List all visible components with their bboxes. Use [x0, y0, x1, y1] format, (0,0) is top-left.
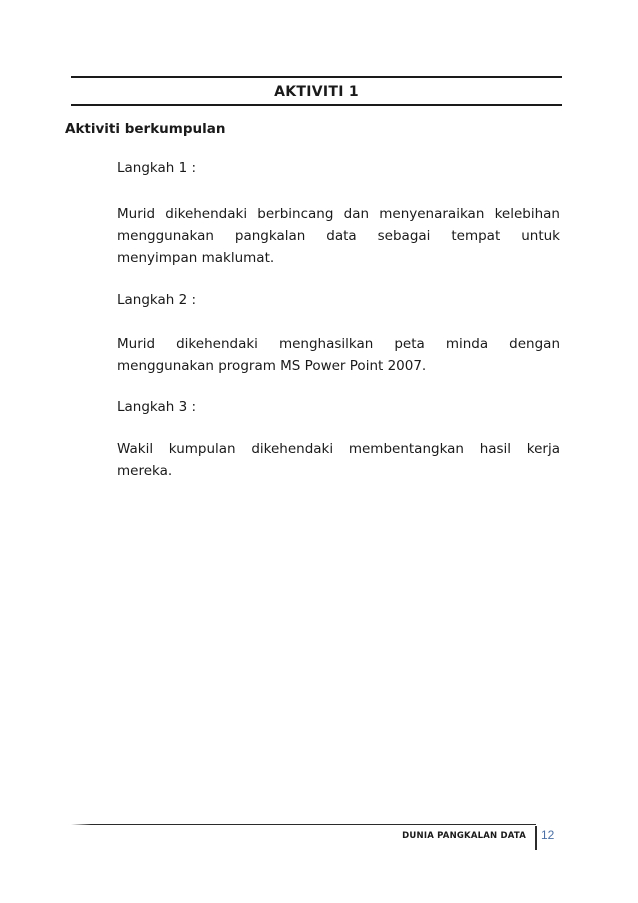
footer-title: DUNIA PANGKALAN DATA [402, 831, 526, 841]
step-2-text: Murid dikehendaki menghasilkan peta minda dengan menggunakan program MS Power Point 2007. [117, 336, 560, 374]
footer-rule-fade [71, 824, 91, 826]
step-2-text-block [117, 333, 560, 377]
step-2-label: Langkah 2 : [117, 292, 197, 308]
section-heading: Aktiviti berkumpulan [65, 121, 226, 137]
footer-rule [71, 824, 536, 825]
step-1-text: Murid dikehendaki berbincang dan menyenaraikan kelebihan menggunakan pangkalan data sebagai tempat untuk menyimpan maklumat. [117, 206, 560, 266]
step-1-text-block [117, 203, 560, 269]
step-1-label: Langkah 1 : [117, 160, 197, 176]
step-3-label: Langkah 3 : [117, 399, 197, 415]
footer-divider [535, 826, 537, 850]
step-3-text: Wakil kumpulan dikehendaki membentangkan hasil kerja mereka. [117, 441, 560, 479]
page-number: 12 [541, 828, 555, 842]
title-bottom-rule [71, 104, 562, 106]
page-title: AKTIVITI 1 [274, 84, 359, 100]
step-3-text-block [117, 438, 560, 482]
title-top-rule [71, 76, 562, 78]
